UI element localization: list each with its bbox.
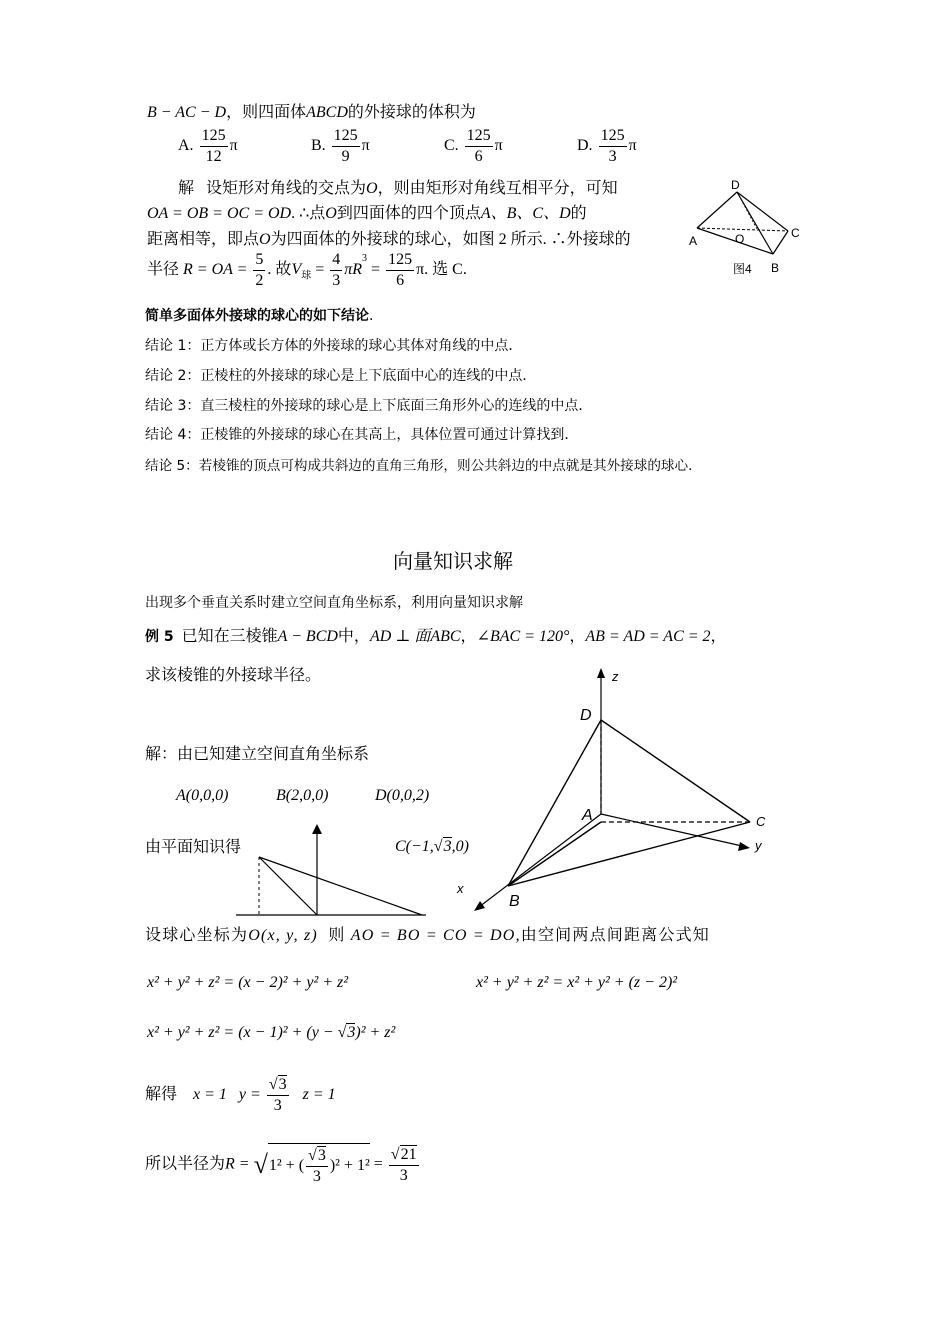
- option-pi: π: [494, 137, 503, 155]
- frac-num: 4: [330, 250, 342, 271]
- conclusion-5: 结论 5：若棱锥的顶点可构成共斜边的直角三角形，则公共斜边的中点就是其外接球的球心．: [145, 458, 702, 474]
- example-text: ，: [569, 628, 586, 645]
- plane-arrow-icon: [312, 824, 322, 834]
- solution-text: . 选 C.: [424, 261, 467, 279]
- axis-x-arrow-icon: [474, 901, 485, 911]
- plane-figure: [230, 820, 430, 920]
- conclusion-1: 结论 1：正方体或长方体的外接球的球心其体对角线的中点．: [145, 338, 523, 354]
- frac-num: 125: [386, 250, 414, 271]
- coord-c-b: ,0): [451, 838, 469, 855]
- option-d: [577, 126, 637, 167]
- coord-c-sqrt: 3: [443, 838, 452, 855]
- label-b: B: [509, 893, 520, 910]
- edge-dc: [601, 720, 750, 822]
- solution-text: =: [371, 261, 381, 279]
- solution-text: 为四面体的外接球的球心，如图 2 所示. ∴外接球的: [270, 231, 631, 248]
- figure-4: [685, 175, 815, 285]
- solution-line-1: [178, 177, 618, 200]
- conclusions-title-end: .: [369, 308, 374, 324]
- solution-text: 的: [570, 205, 587, 222]
- frac-den: 6: [396, 272, 405, 289]
- example-5-line-1: [145, 626, 727, 648]
- example-text: 已知在三棱锥: [181, 628, 278, 645]
- plane-knowledge: 由平面知识得: [145, 839, 242, 856]
- frac-num: 5: [253, 250, 265, 271]
- section-intro: 出现多个垂直关系时建立空间直角坐标系，利用向量知识求解: [145, 595, 523, 611]
- option-den: 9: [341, 148, 350, 165]
- solution-text: . 故: [267, 261, 292, 279]
- option-num: 125: [465, 126, 493, 147]
- coord-a: A(0,0,0): [176, 787, 229, 804]
- option-label: B.: [311, 137, 326, 155]
- option-pi: π: [229, 137, 238, 155]
- stem-end: 的外接球的体积为: [347, 104, 476, 121]
- solution-text: =: [315, 261, 325, 279]
- stem-dihedral: B − AC − D: [147, 104, 227, 121]
- solution-sup: 3: [362, 253, 368, 264]
- option-den: 12: [205, 148, 222, 165]
- edge-bc: [508, 822, 750, 886]
- radius-label: 所以半径为: [145, 1153, 226, 1173]
- example-cond: ∠BAC = 120°: [476, 628, 570, 645]
- radius-inner-den: 3: [312, 1168, 321, 1185]
- solution-text: π: [416, 261, 425, 279]
- example-var: A − BCD: [277, 628, 338, 645]
- axis-y-arrow-icon: [738, 842, 750, 851]
- frac-den: 3: [332, 272, 341, 289]
- fig4-label-a: A: [689, 234, 698, 248]
- option-pi: π: [361, 137, 370, 155]
- conclusion-2: 结论 2：正棱柱的外接球的球心是上下底面中心的连线的中点．: [145, 368, 537, 384]
- label-a: A: [582, 807, 593, 824]
- eq3-sqrt: 3: [347, 1024, 356, 1041]
- fig4-label-d: D: [731, 178, 740, 192]
- sphere-center-line: [145, 922, 710, 945]
- sol-x: x = 1: [193, 1086, 227, 1104]
- stem-tetra: ABCD: [306, 104, 348, 121]
- fig4-label-o: O: [735, 232, 745, 246]
- plane-edge: [259, 857, 422, 915]
- solution-text: 距离相等，即点: [147, 231, 260, 248]
- equation-3: x² + y² + z² = (x − 1)² + (y − √3)² + z²: [147, 1024, 396, 1041]
- example-cond: AD ⊥ 面ABC: [369, 628, 461, 645]
- example-text: ，: [460, 628, 477, 645]
- solution-text: 半径: [147, 261, 180, 279]
- solution-eq: R = OA =: [183, 261, 248, 279]
- option-den: 3: [608, 148, 617, 165]
- sol-z: z = 1: [302, 1086, 336, 1104]
- radius-inner-a: 1² + (: [268, 1157, 305, 1175]
- fig4-diagonal: [697, 228, 788, 231]
- sol-y-num: 3: [278, 1076, 287, 1093]
- option-num: 125: [200, 126, 228, 147]
- stem-text: ，则四面体: [226, 104, 307, 121]
- option-den: 6: [474, 148, 483, 165]
- solution-values: 解得 x = 1 y = $\frac{√3}{3}$ z = 1: [145, 1076, 336, 1114]
- label-y: y: [755, 838, 762, 853]
- center-coord: O(x, y, z): [248, 927, 318, 944]
- eq3-part-a: x² + y² + z² = (x − 1)² + (y −: [147, 1024, 338, 1041]
- solution-vars: A、B、C、D: [480, 205, 571, 222]
- solution-var: O: [325, 205, 337, 222]
- center-text: ,由空间两点间距离公式知: [515, 927, 710, 944]
- solve-label: 解得: [145, 1084, 178, 1104]
- radius-inner-num: 3: [317, 1147, 326, 1164]
- radius-den: 3: [399, 1166, 408, 1184]
- example-5-line-2: 求该棱锥的外接球半径。: [145, 667, 322, 684]
- eq3-part-b: )² + z²: [355, 1024, 396, 1041]
- option-num: 125: [599, 126, 627, 147]
- radius-result: 所以半径为R = √1² + ( $\frac{√3}{3}$ )² + 1² = $\frac{√21}{3}$: [145, 1143, 421, 1187]
- solution-sub: 球: [301, 270, 312, 282]
- conclusions-title-text: 简单多面体外接球的球心的如下结论: [145, 308, 369, 324]
- figure-3d: [450, 660, 780, 915]
- solution-lead: 解: [178, 178, 195, 197]
- option-num: 125: [332, 126, 360, 147]
- option-label: D.: [577, 137, 593, 155]
- option-pi: π: [628, 137, 637, 155]
- edge-db: [508, 720, 601, 886]
- coord-d: D(0,0,2): [375, 787, 430, 804]
- radius-num: 21: [400, 1145, 417, 1163]
- fig4-caption: 图4: [733, 262, 752, 276]
- solution-var: V: [291, 261, 302, 279]
- solution-text: ，则由矩形对角线互相平分，可知: [377, 180, 618, 197]
- example-label: 例 5: [145, 629, 174, 645]
- label-c: C: [756, 814, 766, 829]
- option-b: [311, 126, 370, 167]
- solution-var: O: [259, 231, 271, 248]
- fig4-label-b: B: [771, 261, 780, 275]
- example-cond: AB = AD = AC = 2: [585, 628, 711, 645]
- solution-text: . ∴点: [291, 205, 326, 222]
- coord-c-a: C(−1,: [395, 838, 434, 855]
- center-text: 设球心坐标为: [145, 927, 249, 944]
- radius-eq: =: [373, 1155, 383, 1173]
- fig4-edge: [773, 231, 788, 254]
- section-heading: 向量知识求解: [393, 549, 513, 573]
- center-eq: AO = BO = CO = DO: [350, 927, 516, 944]
- conclusion-3: 结论 3：直三棱柱的外接球的球心是上下底面三角形外心的连线的中点．: [145, 398, 593, 414]
- label-d: D: [580, 707, 592, 724]
- solution-line-4: [147, 250, 467, 291]
- center-text: 则: [328, 927, 346, 944]
- option-label: A.: [178, 137, 194, 155]
- solution-var: πR: [344, 261, 363, 279]
- solution-var: O: [366, 180, 378, 197]
- coord-b: B(2,0,0): [276, 787, 329, 804]
- solution-line-2: [147, 203, 587, 225]
- option-c: [444, 126, 503, 167]
- solution-line-3: [147, 229, 631, 251]
- coord-c: C(−1,√3,0): [395, 838, 469, 855]
- option-label: C.: [444, 137, 459, 155]
- example-text: 中，: [337, 628, 370, 645]
- solution-text: 设矩形对角线的交点为: [206, 180, 367, 197]
- conclusion-4: 结论 4：正棱锥的外接球的球心在其高上，具体位置可通过计算找到．: [145, 427, 579, 443]
- sol-y: y =: [238, 1086, 261, 1104]
- fig4-edge: [697, 192, 737, 228]
- example-text: ，: [710, 628, 727, 645]
- label-x: x: [457, 881, 464, 896]
- equation-1: x² + y² + z² = (x − 2)² + y² + z²: [147, 974, 349, 991]
- conclusions-title: [145, 305, 373, 325]
- sol-y-den: 3: [273, 1097, 282, 1114]
- label-z: z: [612, 669, 619, 684]
- equation-2: x² + y² + z² = x² + y² + (z − 2)²: [476, 974, 678, 991]
- radius-var: R =: [225, 1155, 250, 1173]
- plane-edge: [259, 857, 317, 915]
- axis-z-arrow-icon: [597, 668, 605, 678]
- option-a: [178, 126, 238, 167]
- solution-text: 到四面体的四个顶点: [336, 205, 481, 222]
- fig4-edge: [737, 192, 788, 231]
- frac-den: 2: [255, 272, 264, 289]
- problem-stem: [147, 102, 476, 124]
- solution-eq: OA = OB = OC = OD: [147, 205, 292, 222]
- fig4-label-c: C: [791, 226, 800, 240]
- answer-intro: 解：由已知建立空间直角坐标系: [145, 746, 370, 763]
- radius-inner-b: )² + 1²: [329, 1157, 370, 1175]
- edge-ab: [508, 822, 601, 886]
